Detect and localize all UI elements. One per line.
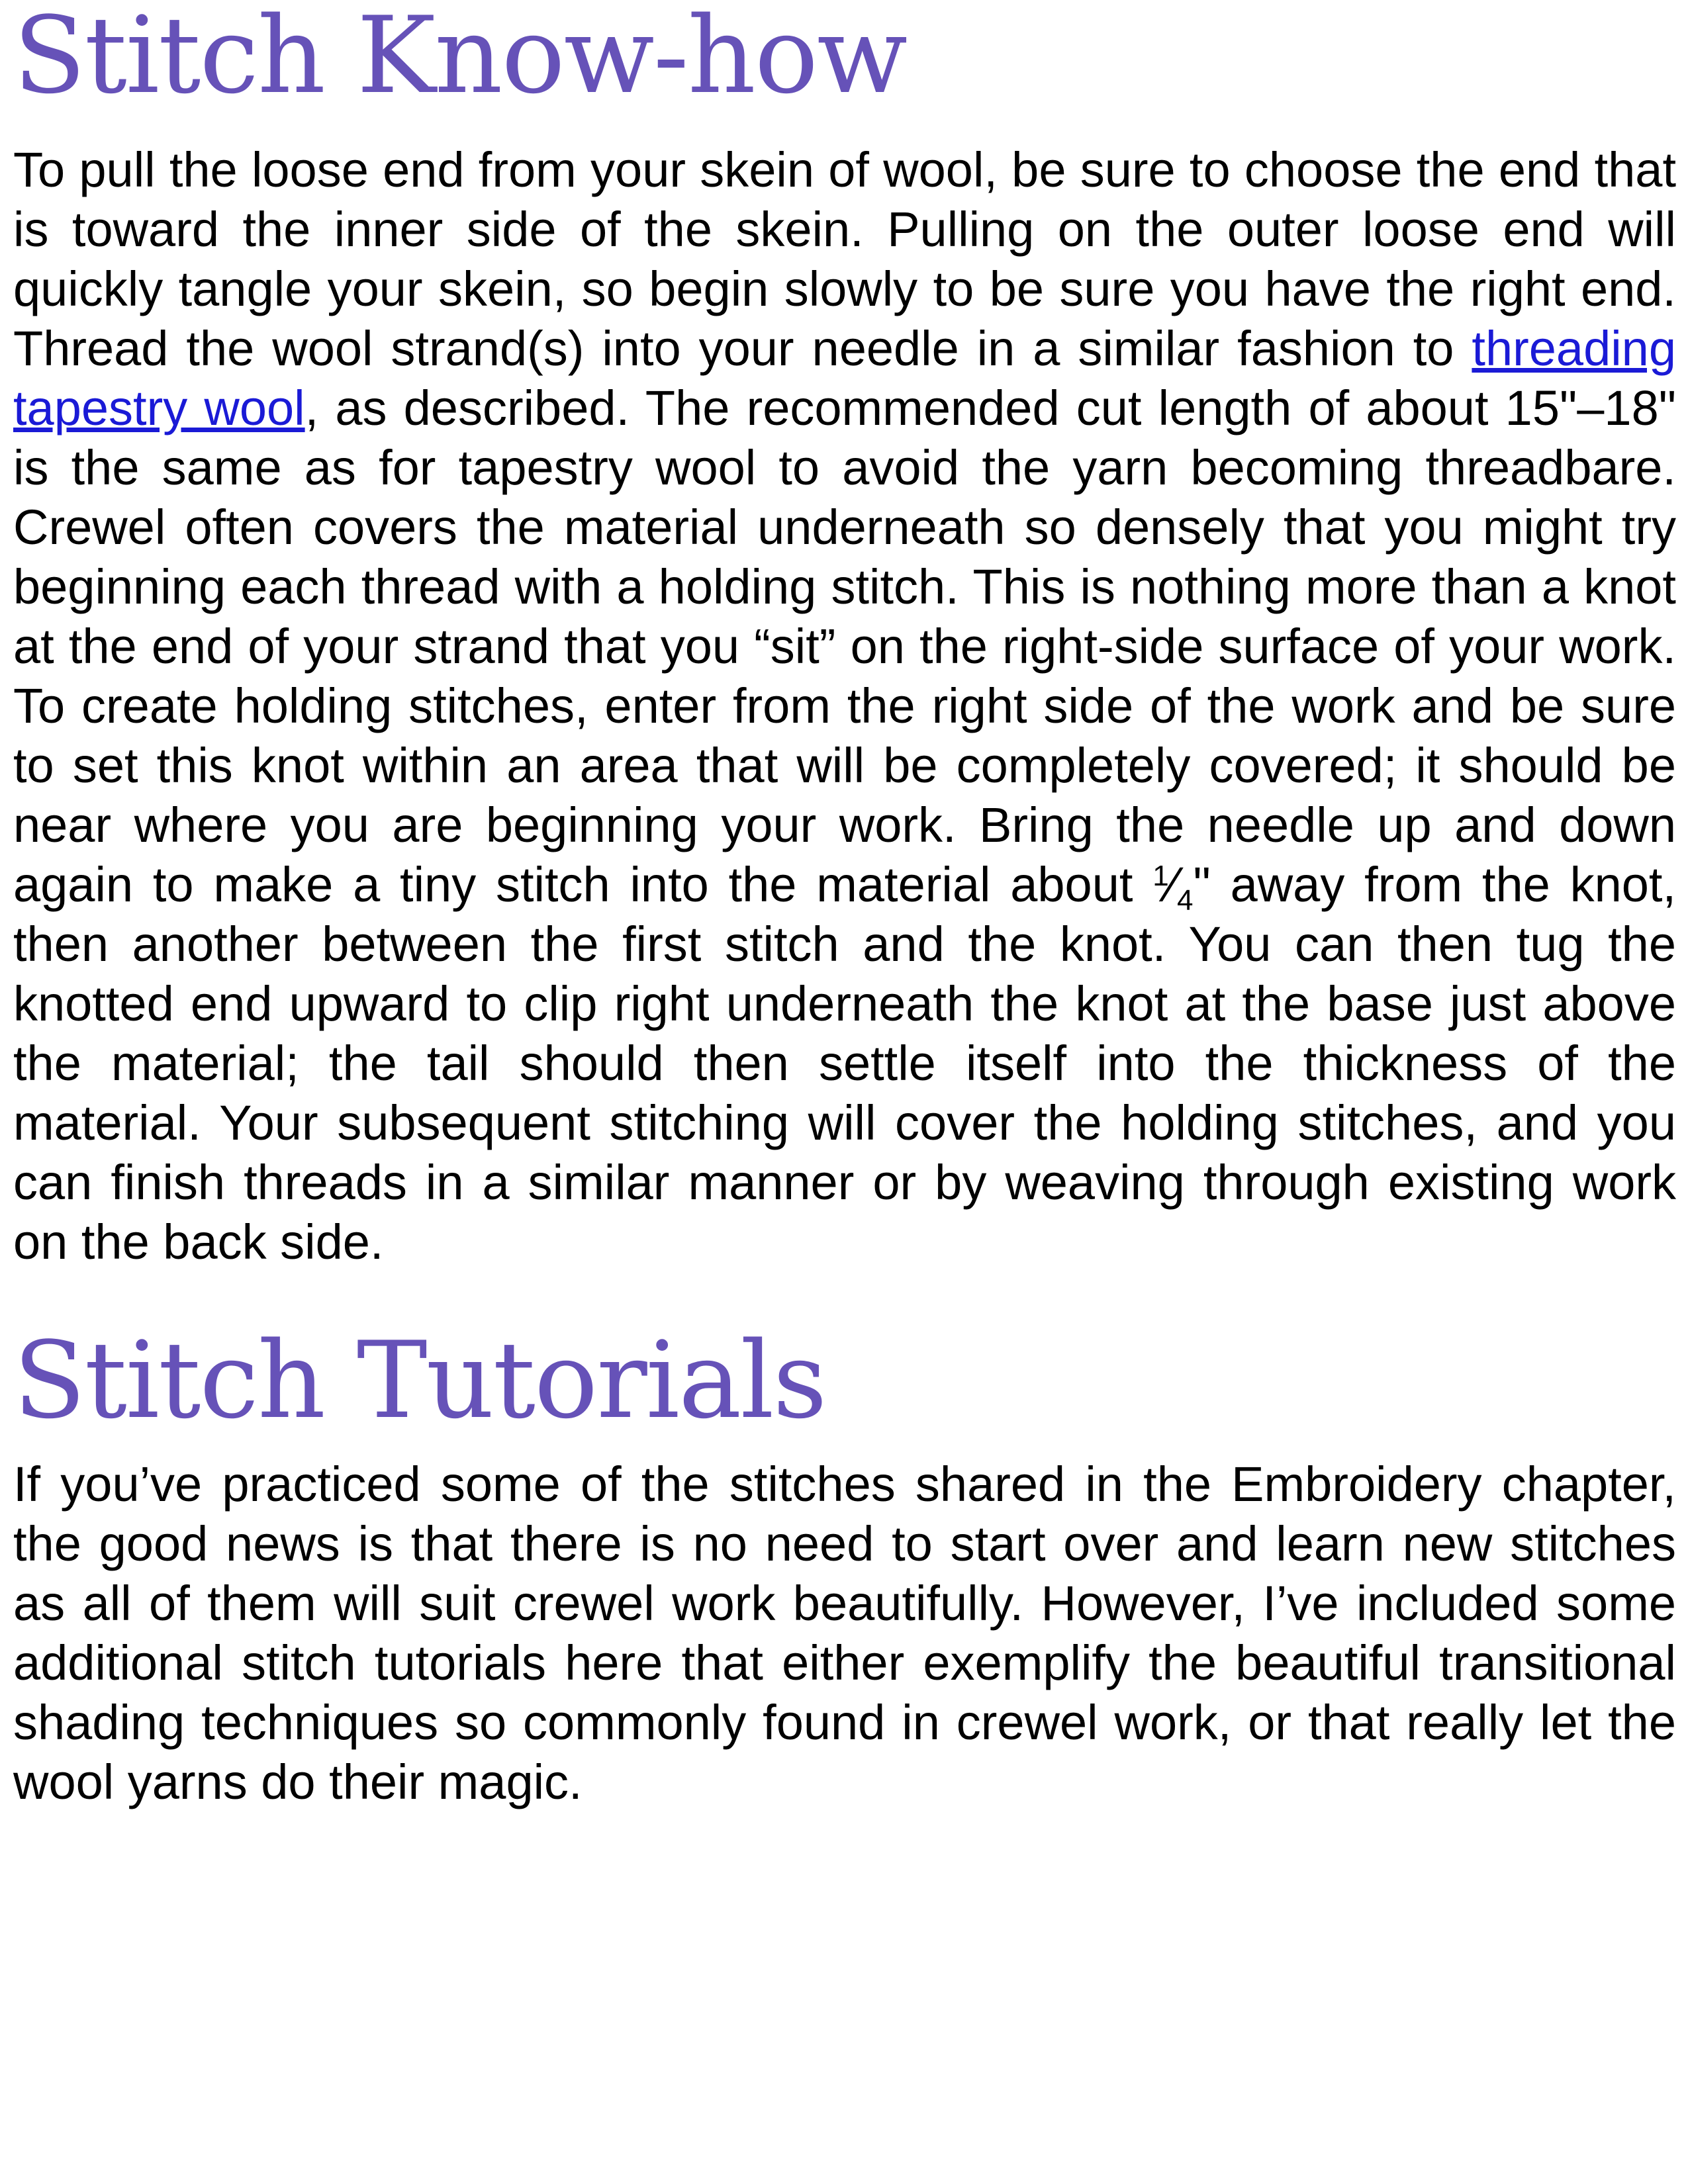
paragraph-stitch-know-how [13, 140, 1676, 1272]
paragraph-text-middle: , as described. The recommended cut length of about 15"–18" is the same as for tapestry wool to avoid the yarn becoming threadbare. Crewel often covers the material underneath so densely that you might try beginning each thread with a holding stitch. This is nothing more than a knot at the end of your strand that you “sit” on the right-side surface of your work. To create holding stitches, enter from the right side of the work and be sure to set this knot within an area that will be completely covered; it should be near where you are beginning your work. Bring the needle up and down again to make a tiny stitch into the material about [13, 381, 1676, 912]
paragraph-text-end: " away from the knot, then another between the first stitch and the knot. You can then tug the knotted end upward to clip right underneath the knot at the base just above the material; the tail should then settle itself into the thickness of the material. Your subsequent stitching will cover the holding stitches, and you can finish threads in a similar manner or by weaving through existing work on the back side. [13, 857, 1677, 1269]
section-heading-stitch-tutorials: Stitch Tutorials [13, 1318, 826, 1442]
fraction-slash: ⁄ [1168, 857, 1178, 912]
threading-tapestry-wool-link[interactable]: threading tapestry wool [13, 321, 1676, 435]
fraction-denominator: 4 [1177, 884, 1194, 917]
paragraph-text-start: To pull the loose end from your skein of wool, be sure to choose the end that is toward the inner side of the skein. Pulling on the outer loose end will quickly tangle your skein, so begin slowly to be sure you have the right end. Thread the wool strand(s) into your needle in a similar fashion to [13, 142, 1676, 376]
fraction-numerator: 1 [1152, 859, 1169, 892]
paragraph-stitch-tutorials: If you’ve practiced some of the stitches shared in the Embroidery chapter, the good news is that there is no need to start over and learn new stitches as all of them will suit crewel work beautifully. However, I’ve included some additional stitch tutorials here that either exemplify the beautiful transitional shading techniques so commonly found in crewel work, or that really let the wool yarns do their magic. [13, 1457, 1676, 1809]
section-heading-stitch-know-how: Stitch Know-how [13, 0, 907, 117]
fraction-one-quarter [1152, 857, 1194, 917]
page-content [13, 0, 1676, 1812]
